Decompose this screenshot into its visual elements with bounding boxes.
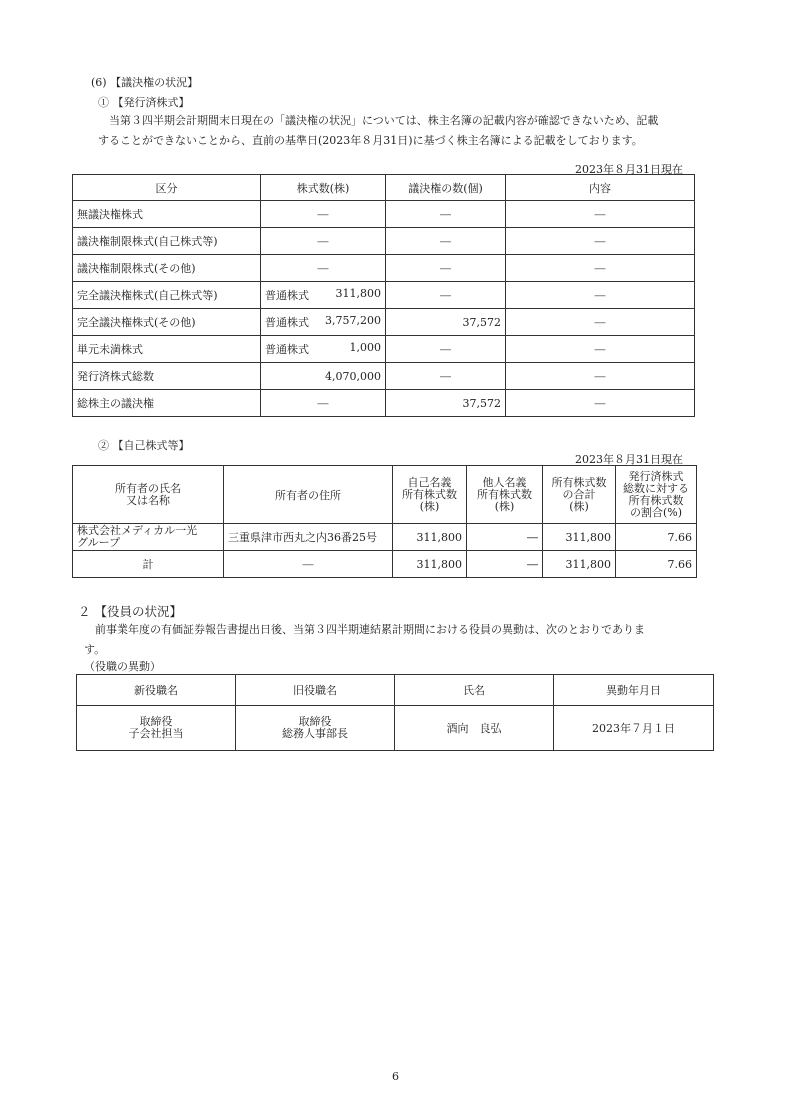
officer-note bbox=[84, 620, 724, 660]
category-cell: 完全議決権株式(その他) bbox=[73, 309, 261, 336]
content-cell: ― bbox=[506, 336, 695, 363]
votes-cell: 37,572 bbox=[386, 390, 506, 417]
header-other-shares bbox=[467, 466, 543, 524]
shares-cell bbox=[261, 282, 386, 309]
table-row bbox=[73, 309, 695, 336]
shares-cell: ― bbox=[261, 228, 386, 255]
votes-cell: ― bbox=[386, 228, 506, 255]
total-shares-cell: 311,800 bbox=[543, 551, 616, 578]
votes-cell: ― bbox=[386, 201, 506, 228]
shares-cell: ― bbox=[261, 390, 386, 417]
position-line: 取締役 bbox=[139, 715, 173, 728]
header-text: (株) bbox=[419, 499, 440, 513]
table-row bbox=[73, 524, 697, 551]
voting-note-line-2: することができないことから、直前の基準日(2023年８月31日)に基づく株主名簿による記載をしております。 bbox=[98, 134, 643, 147]
shares-cell bbox=[261, 309, 386, 336]
header-shares: 株式数(株) bbox=[261, 175, 386, 201]
header-text: の割合(%) bbox=[629, 505, 683, 519]
header-text: (株) bbox=[569, 499, 589, 513]
share-type: 普通株式 bbox=[265, 289, 309, 302]
officer-change-table bbox=[76, 674, 714, 751]
table-header-row bbox=[73, 175, 695, 201]
header-change-date: 異動年月日 bbox=[554, 675, 714, 706]
table1-date: 2023年８月31日現在 bbox=[575, 163, 683, 176]
table-row bbox=[73, 228, 695, 255]
position-line: 子会社担当 bbox=[128, 727, 184, 740]
table-header-row bbox=[73, 466, 697, 524]
header-ownership-ratio bbox=[616, 466, 697, 524]
table-row bbox=[73, 255, 695, 282]
officer-note-line-2: す。 bbox=[84, 643, 106, 656]
voting-rights-table bbox=[72, 174, 695, 417]
header-total-shares bbox=[543, 466, 616, 524]
officer-name-cell: 酒向 良弘 bbox=[395, 706, 554, 751]
header-text: の合計 bbox=[562, 487, 596, 501]
owner-name-line: グループ bbox=[77, 536, 121, 549]
change-date-cell: 2023年７月１日 bbox=[554, 706, 714, 751]
table-row bbox=[73, 201, 695, 228]
share-type: 普通株式 bbox=[265, 343, 309, 356]
table-row bbox=[73, 390, 695, 417]
table-row bbox=[77, 706, 714, 751]
treasury-shares-table bbox=[72, 465, 697, 578]
category-cell: 発行済株式総数 bbox=[73, 363, 261, 390]
content-cell: ― bbox=[506, 228, 695, 255]
category-cell: 議決権制限株式(自己株式等) bbox=[73, 228, 261, 255]
owner-address-cell: ― bbox=[224, 551, 393, 578]
header-text: 所有者の氏名 bbox=[115, 481, 181, 495]
other-shares-cell: ― bbox=[467, 551, 543, 578]
content-cell: ― bbox=[506, 255, 695, 282]
votes-cell: ― bbox=[386, 282, 506, 309]
category-cell: 議決権制限株式(その他) bbox=[73, 255, 261, 282]
section-2-title: ２ 【役員の状況】 bbox=[78, 604, 182, 619]
votes-cell: 37,572 bbox=[386, 309, 506, 336]
header-text: 又は名称 bbox=[126, 493, 170, 507]
category-cell: 完全議決権株式(自己株式等) bbox=[73, 282, 261, 309]
content-cell: ― bbox=[506, 390, 695, 417]
voting-note bbox=[98, 111, 728, 151]
position-line: 総務人事部長 bbox=[282, 727, 348, 740]
header-votes: 議決権の数(個) bbox=[386, 175, 506, 201]
table-total-row bbox=[73, 551, 697, 578]
votes-cell: ― bbox=[386, 255, 506, 282]
officer-note-line-1: 前事業年度の有価証券報告書提出日後、当第３四半期連結累計期間における役員の異動は、次のとおりでありま bbox=[84, 623, 645, 636]
share-count: 311,800 bbox=[335, 287, 381, 300]
header-text: 所有株式数 bbox=[477, 487, 532, 501]
table-row bbox=[73, 363, 695, 390]
total-label-cell: 計 bbox=[73, 551, 224, 578]
votes-cell: ― bbox=[386, 336, 506, 363]
ratio-cell: 7.66 bbox=[616, 551, 697, 578]
header-text: 総数に対する bbox=[623, 481, 689, 495]
header-category: 区分 bbox=[73, 175, 261, 201]
content-cell: ― bbox=[506, 282, 695, 309]
section-6-title: (6) 【議決権の状況】 bbox=[91, 76, 199, 89]
owner-address-cell: 三重県津市西丸之内36番25号 bbox=[224, 524, 393, 551]
self-shares-cell: 311,800 bbox=[393, 551, 467, 578]
shares-cell bbox=[261, 336, 386, 363]
category-cell: 単元未満株式 bbox=[73, 336, 261, 363]
share-count: 1,000 bbox=[349, 341, 381, 354]
shares-cell: ― bbox=[261, 201, 386, 228]
header-self-shares bbox=[393, 466, 467, 524]
content-cell: ― bbox=[506, 309, 695, 336]
owner-name-cell bbox=[73, 524, 224, 551]
position-line: 取締役 bbox=[298, 715, 332, 728]
header-text: (株) bbox=[494, 499, 515, 513]
table2-date: 2023年８月31日現在 bbox=[575, 453, 683, 466]
header-new-position: 新役職名 bbox=[77, 675, 236, 706]
table-header-row bbox=[77, 675, 714, 706]
new-position-cell bbox=[77, 706, 236, 751]
header-text: 所有株式数 bbox=[628, 493, 684, 507]
header-text: 所有株式数 bbox=[551, 475, 607, 489]
position-change-subtitle: （役職の異動） bbox=[84, 660, 161, 673]
header-owner-name bbox=[73, 466, 224, 524]
header-owner-address: 所有者の住所 bbox=[224, 466, 393, 524]
category-cell: 総株主の議決権 bbox=[73, 390, 261, 417]
header-text: 発行済株式 bbox=[628, 469, 684, 483]
content-cell: ― bbox=[506, 363, 695, 390]
old-position-cell bbox=[236, 706, 395, 751]
subsection-treasury-title: ② 【自己株式等】 bbox=[98, 439, 190, 452]
votes-cell: ― bbox=[386, 363, 506, 390]
owner-name-line: 株式会社メディカル一光 bbox=[77, 524, 198, 537]
category-cell: 無議決権株式 bbox=[73, 201, 261, 228]
header-text: 所有株式数 bbox=[402, 487, 457, 501]
table-row bbox=[73, 282, 695, 309]
shares-cell: 4,070,000 bbox=[261, 363, 386, 390]
header-content: 内容 bbox=[506, 175, 695, 201]
page-number: 6 bbox=[392, 1070, 399, 1083]
header-old-position: 旧役職名 bbox=[236, 675, 395, 706]
share-type: 普通株式 bbox=[265, 316, 309, 329]
header-name: 氏名 bbox=[395, 675, 554, 706]
header-text: 自己名義 bbox=[407, 475, 452, 489]
subsection-issued-shares-title: ① 【発行済株式】 bbox=[98, 96, 190, 109]
shares-cell: ― bbox=[261, 255, 386, 282]
content-cell: ― bbox=[506, 201, 695, 228]
table-row bbox=[73, 336, 695, 363]
other-shares-cell: ― bbox=[467, 524, 543, 551]
voting-note-line-1: 当第３四半期会計期間末日現在の「議決権の状況」については、株主名簿の記載内容が確認できないため、記載 bbox=[98, 114, 659, 127]
share-count: 3,757,200 bbox=[325, 314, 381, 327]
header-text: 他人名義 bbox=[482, 475, 527, 489]
total-shares-cell: 311,800 bbox=[543, 524, 616, 551]
ratio-cell: 7.66 bbox=[616, 524, 697, 551]
self-shares-cell: 311,800 bbox=[393, 524, 467, 551]
